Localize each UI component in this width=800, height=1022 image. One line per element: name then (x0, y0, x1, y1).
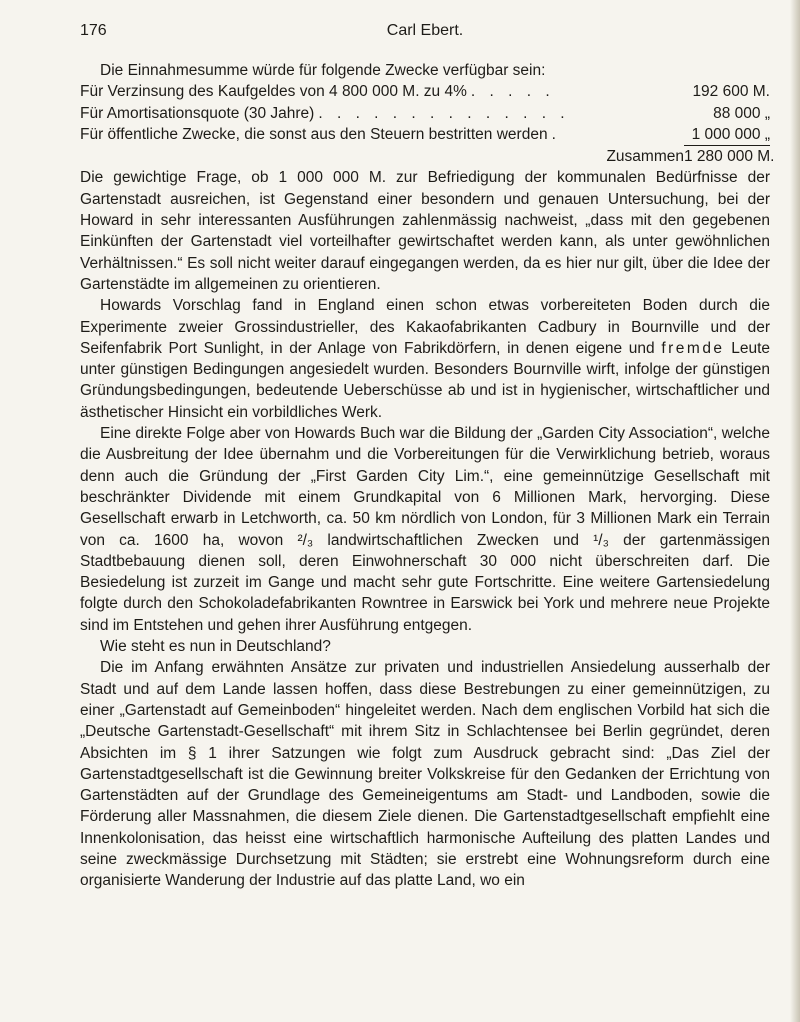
budget-row-amount: 1 000 000 „ (684, 124, 770, 146)
paragraph: Die gewichtige Frage, ob 1 000 000 M. zur Befriedigung der kommunalen Bedürfnisse der Gartenstadt ausreichen, ist Gegenstand einer besondern und genauen Untersuchung, bei der Howard in sehr interessanten Ausführungen zahlenmässig nachweist, „dass mit den gegebenen Einkünften der Gartenstadt viel vorteilhafter gewirtschaftet werden kann, als unter gewöhnlichen Verhältnissen.“ Es soll nicht weiter darauf eingegangen werden, da es hier nur gilt, über die Idee der Gartenstädte im allgemeinen zu orientieren. (80, 169, 770, 293)
paragraph-text: Howards Vorschlag fand in England einen schon etwas vorbereiteten Boden durch die Experimente zweier Grossindustrieller, des Kakaofabrikanten Cadbury in Bournville und der Seifenfabrik Port Sunlight, in der Anlage von Fabrikdörfern, in denen eigene und (80, 297, 770, 357)
paragraph: Die im Anfang erwähnten Ansätze zur privaten und industriellen Ansiedelung ausserhalb der Stadt und auf dem Lande lassen hoffen, dass diese Bestrebungen zu einer gemeinnützigen, zu einer „Gartenstadt auf Gemeinboden“ hingeleitet werden. Nach dem englischen Vorbild hat sich die „Deutsche Gartenstadt-Gesellschaft“ mit ihrem Sitz in Schlachtensee bei Berlin gegründet, deren Absichten im § 1 ihrer Satzungen wie folgt zum Ausdruck gebracht sind: „Das Ziel der Gartenstadtgesellschaft ist die Gewinnung breiter Volkskreise für den Gedanken der Errichtung von Gartenstädten auf der Grundlage des Gemeineigentums am Stadt- und Landboden, sowie die Förderung aller Massnahmen, die diesem Ziele dienen. Die Gartenstadtgesellschaft empfiehlt eine Innenkolonisation, das heisst eine wirtschaftlich harmonische Aufteilung des platten Landes und seine zweckmässige Durchsetzung mit Städten; sie erstrebt eine Wohnungsreform durch eine organisierte Wanderung der Industrie auf das platte Land, wo ein (80, 659, 770, 890)
leader-dots: . (551, 125, 561, 143)
budget-total-amount: 1 280 000 M. (684, 148, 775, 166)
budget-row-label: Für Verzinsung des Kaufgeldes von 4 800 000 M. zu 4% (80, 83, 467, 101)
budget-total-label: Zusammen (606, 148, 684, 166)
budget-intro: Die Einnahmesumme würde für folgende Zwecke verfügbar sein: (100, 62, 546, 79)
paragraph: Eine direkte Folge aber von Howards Buch war die Bildung der „Garden City Association“, welche die Ausbreitung der Idee übernahm und die Vorbereitungen für die Verwirklichung betrieb, woraus denn auch die Gründung der „First Garden City Lim.“, eine gemeinnützige Gesellschaft mit beschränkter Dividende mit einem Grundkapital von 6 Millionen Mark, hervorging. Diese Gesellschaft erwarb in Letchworth, ca. 50 km nördlich von London, für 3 Millionen Mark ein Terrain von ca. 1600 ha, wovon ²/₃ landwirtschaftlichen Zwecken und ¹/₃ der gartenmässigen Stadtbebauung dienen soll, deren Einwohnerschaft 30 000 nicht überschreiten darf. Die Besiedelung ist zurzeit im Gange und macht sehr gute Fortschritte. Eine weitere Gartensiedelung folgte durch den Schokoladefabrikanten Rowntree in Earswick bei York und mehrere neue Projekte sind im Entstehen und gehen ihrer Ausführung entgegen. (80, 425, 770, 634)
budget-row-amount: 192 600 M. (692, 83, 770, 101)
paragraph: Wie steht es nun in Deutschland? (100, 638, 331, 656)
budget-row (80, 124, 770, 146)
running-title: Carl Ebert. (386, 22, 464, 39)
budget-row-label: Für öffentliche Zwecke, die sonst aus den Steuern bestritten werden (80, 125, 548, 143)
page-body (80, 60, 775, 892)
budget-row-label: Für Amortisationsquote (30 Jahre) (80, 104, 315, 122)
paragraph (80, 295, 770, 423)
page-edge-shadow (790, 0, 800, 1022)
leader-dots: . . . . . . . . . . . . . . (318, 104, 570, 122)
budget-total (80, 146, 775, 167)
budget-row (80, 103, 770, 124)
page-number: 176 (80, 22, 107, 39)
paragraph-text: Leute unter günstigen Bedingungen angesiedelt wurden. Besonders Bournville wirft, infolge der günstigen Gründungsbedingungen, bedeutende Ueberschüsse ab und ist in hygienischer, wirtschaftlicher und ästhetischer Hinsicht ein vorbildliches Werk. (80, 339, 771, 421)
spaced-emphasis: fremde (661, 339, 725, 357)
page-header (80, 22, 770, 44)
leader-dots: . . . . . (470, 83, 555, 101)
budget-row-amount: 88 000 „ (713, 104, 770, 122)
budget-row (80, 81, 770, 102)
